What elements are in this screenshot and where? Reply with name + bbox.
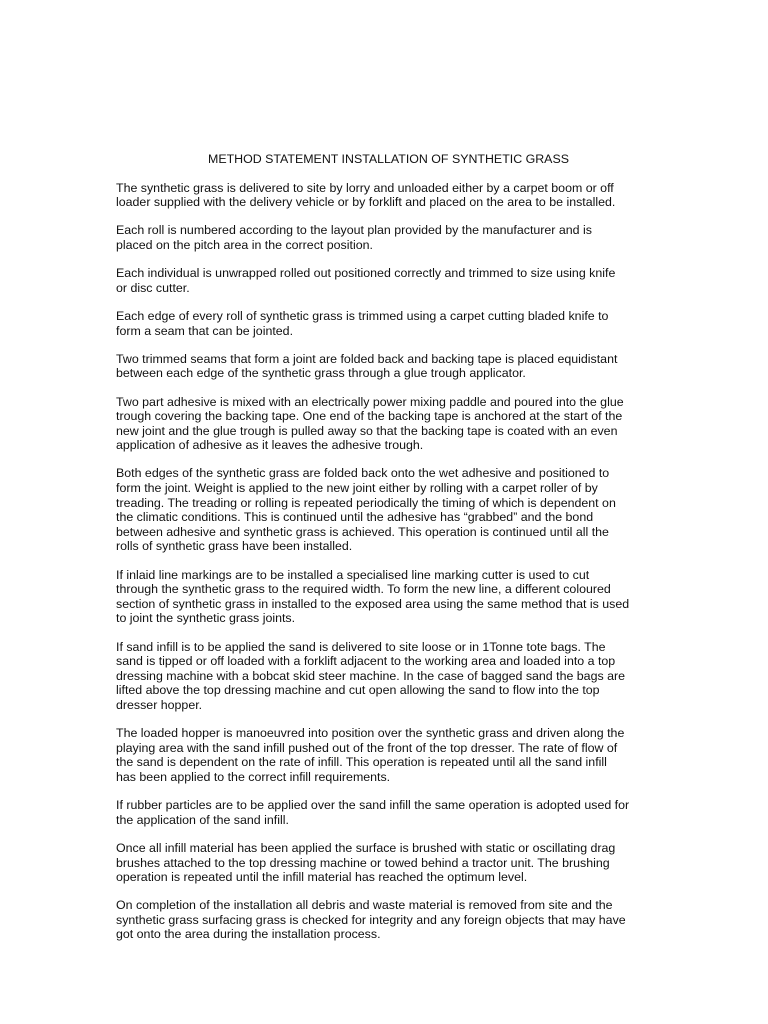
paragraph-delivery: The synthetic grass is delivered to site by lorry and unloaded either by a carpet boom or off loader supplied with the delivery vehicle or by forklift and placed on the area to be installed.: [116, 180, 616, 210]
paragraph-unwrapping: Each individual is unwrapped rolled out positioned correctly and trimmed to size using knife or disc cutter.: [116, 266, 616, 295]
paragraph-line-markings: If inlaid line markings are to be installed a specialised line marking cutter is used to cut through the synthetic grass to the required width. To form the new line, a different coloured section of synthetic grass in installed to the exposed area using the same method that is used to joint the synthetic grass joints.: [116, 567, 630, 626]
paragraph-roll-numbering: Each roll is numbered according to the layout plan provided by the manufacturer and is placed on the pitch area in the correct position.: [116, 223, 592, 252]
paragraph-adhesive-mixing: Two part adhesive is mixed with an electrically power mixing paddle and poured into the glue trough covering the backing tape. One end of the backing tape is anchored at the start of the new joint and the glue trough is pulled away so that the backing tape is coated with an even application of adhesive as it leaves the adhesive trough.: [116, 394, 624, 453]
paragraph-sand-spreading: The loaded hopper is manoeuvred into position over the synthetic grass and driven along the playing area with the sand infill pushed out of the front of the top dresser. The rate of flow of the sand is dependent on the rate of infill. This operation is repeated until all the sand infill has been applied to the correct infill requirements.: [116, 726, 625, 784]
paragraph-sand-delivery: If sand infill is to be applied the sand is delivered to site loose or in 1Tonne tote bags. The sand is tipped or off loaded with a forklift adjacent to the working area and loaded into a top dressing machine with a bobcat skid steer machine. In the case of bagged sand the bags are lifted above the top dressing machine and cut open allowing the sand to flow into the top dresser hopper.: [116, 639, 626, 712]
paragraph-backing-tape: Two trimmed seams that form a joint are folded back and backing tape is placed equidistant between each edge of the synthetic grass through a glue trough applicator.: [116, 351, 618, 381]
paragraph-edge-trimming: Each edge of every roll of synthetic grass is trimmed using a carpet cutting bladed knife to form a seam that can be jointed.: [116, 308, 609, 338]
document-title: METHOD STATEMENT INSTALLATION OF SYNTHETIC GRASS: [208, 152, 569, 166]
paragraph-brushing: Once all infill material has been applied the surface is brushed with static or oscillating drag brushes attached to the top dressing machine or towed behind a tractor unit. The brushing operation is repeated until the infill material has reached the optimum level.: [116, 840, 616, 885]
document-page: [116, 152, 661, 956]
paragraph-joint-forming: Both edges of the synthetic grass are folded back onto the wet adhesive and positioned to form the joint. Weight is applied to the new joint either by rolling with a carpet roller of by treading. The treading or rolling is repeated periodically the timing of which is dependent on the climatic conditions. This is continued until the adhesive has “grabbed” and the bond between adhesive and synthetic grass is achieved. This operation is continued until all the rolls of synthetic grass have been installed.: [116, 466, 616, 554]
paragraph-rubber-infill: If rubber particles are to be applied over the sand infill the same operation is adopted used for the application of the sand infill.: [116, 798, 630, 827]
paragraph-completion: On completion of the installation all debris and waste material is removed from site and the synthetic grass surfacing grass is checked for integrity and any foreign objects that may have got onto the area during the installation process.: [116, 898, 626, 942]
